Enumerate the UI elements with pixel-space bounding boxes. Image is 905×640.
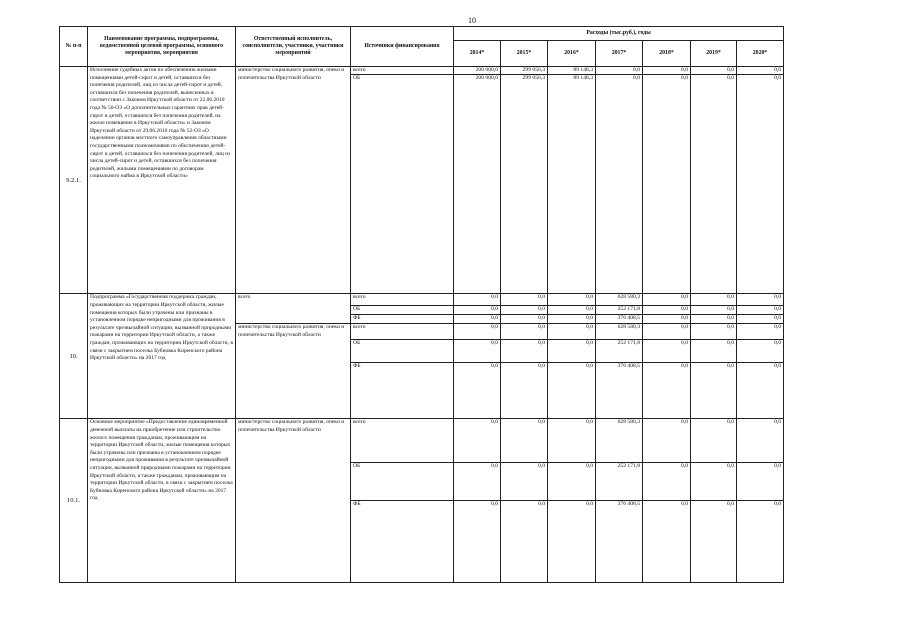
expense-value: 0,0 [501,315,548,324]
expense-value: 0,0 [501,463,548,501]
funding-source: ФБ [351,315,454,324]
row-number: 10.1. [60,419,88,583]
executor-name: всего [236,294,351,324]
expense-value: 0,0 [548,419,596,463]
header-funding-source: Источники финансирования [351,27,454,67]
table-row [60,419,784,463]
header-year: 2015* [501,41,548,67]
funding-source: всего [351,324,454,340]
funding-source: ОБ [351,340,454,363]
expense-value: 0,0 [691,501,737,583]
expense-value: 0,0 [737,315,784,324]
expense-value: 0,0 [737,363,784,419]
expense-value: 299 056,3 [501,67,548,75]
page-number: 10 [468,16,476,25]
expense-value: 0,0 [737,340,784,363]
expense-value: 0,0 [691,340,737,363]
expense-value: 0,0 [454,463,501,501]
expense-value: 0,0 [548,324,596,340]
expense-value: 0,0 [454,340,501,363]
expense-value: 252 171,8 [596,340,643,363]
funding-source: ОБ [351,306,454,315]
expense-value: 0,0 [691,324,737,340]
expense-value: 0,0 [596,75,643,294]
header-year: 2016* [548,41,596,67]
expense-value: 0,0 [596,67,643,75]
expense-value: 0,0 [691,294,737,306]
executor-name: министерство социального развития, опеки и попечительства Иркутской области [236,419,351,583]
expense-value: 0,0 [737,324,784,340]
expense-value: 0,0 [691,306,737,315]
expense-value: 376 408,5 [596,501,643,583]
expense-value: 0,0 [454,363,501,419]
program-name: Основное мероприятие «Предоставление единовременной денежной выплаты на приобретение или строительство жилого помещения гражданам, проживающим на территории Иркутской области, жилые помещения которых были утрачены или признаны в установленном порядке непригодными для проживания в результате чрезвычайной ситуации, вызванной природными пожарами на территории Иркутской области, а также гражданам, проживающим на территории Иркутской области, в связи с закрытием поселка Бубновка Киренского района Иркутской области» на 2017 год [88,419,236,583]
header-executor: Ответственный исполнитель, соисполнители, участники, участники мероприятий [236,27,351,67]
expense-value: 628 580,3 [596,324,643,340]
expense-value: 376 408,5 [596,315,643,324]
expense-value: 0,0 [691,315,737,324]
expense-value: 0,0 [737,463,784,501]
table-header [60,27,784,67]
expense-value: 0,0 [643,67,691,75]
expense-value: 0,0 [454,315,501,324]
expense-value: 0,0 [548,501,596,583]
expense-value: 0,0 [691,463,737,501]
expense-value: 252 171,8 [596,306,643,315]
header-num: № п-п [60,27,88,67]
executor-name: министерство социального развития, опеки и попечительства Иркутской области [236,324,351,419]
header-program-name: Наименование программы, подпрограммы, ведомственной целевой программы, основного мероприятия, мероприятия [88,27,236,67]
row-number: 9.2.1. [60,67,88,294]
expense-value: 628 580,3 [596,294,643,306]
program-expenses-table [59,26,784,583]
expense-value: 0,0 [737,75,784,294]
funding-source: ФБ [351,363,454,419]
table-body [60,67,784,583]
expense-value: 0,0 [737,306,784,315]
expense-value: 89 148,3 [548,67,596,75]
funding-source: всего [351,419,454,463]
expense-value: 376 408,5 [596,363,643,419]
table-row [60,67,784,75]
expense-value: 0,0 [691,419,737,463]
header-year: 2020* [737,41,784,67]
expense-value: 0,0 [643,75,691,294]
funding-source: ФБ [351,501,454,583]
funding-source: всего [351,67,454,75]
expense-value: 0,0 [643,306,691,315]
expense-value: 0,0 [548,315,596,324]
expense-value: 89 148,3 [548,75,596,294]
funding-source: всего [351,294,454,306]
header-year: 2018* [643,41,691,67]
expense-value: 0,0 [454,324,501,340]
expense-value: 252 171,8 [596,463,643,501]
expense-value: 0,0 [643,501,691,583]
expense-value: 0,0 [548,363,596,419]
expense-value: 0,0 [691,363,737,419]
expense-value: 0,0 [548,294,596,306]
header-year: 2014* [454,41,501,67]
row-number: 10. [60,294,88,419]
expense-value: 200 000,0 [454,67,501,75]
funding-source: ОБ [351,463,454,501]
expense-value: 0,0 [501,294,548,306]
expense-value: 0,0 [691,67,737,75]
expense-value: 0,0 [643,294,691,306]
expense-value: 0,0 [501,419,548,463]
expense-value: 0,0 [643,363,691,419]
expense-value: 0,0 [643,340,691,363]
expense-value: 0,0 [548,463,596,501]
expense-value: 0,0 [643,463,691,501]
expense-value: 0,0 [454,501,501,583]
expense-value: 0,0 [691,75,737,294]
table-row [60,294,784,306]
expense-value: 0,0 [454,306,501,315]
expense-value: 628 580,3 [596,419,643,463]
header-year: 2017* [596,41,643,67]
expense-value: 0,0 [548,340,596,363]
program-name: Исполнение судебных актов по обеспечению жилыми помещениями детей-сирот и детей, оставшихся без попечения родителей, лиц из числа детей-сирот и детей, оставшихся без попечения родителей, вынесенных в соответствии с Законом Иркутской области от 22.06.2010 года № 50-ОЗ «О дополнительных гарантиях прав детей-сирот и детей, оставшихся без попечения родителей, на жилое помещение в Иркутской области» и Законом Иркутской области от 29.06.2010 года № 52-ОЗ «О наделении органов местного самоуправления областными государственными полномочиями по обеспечению детей-сирот и детей, оставшихся без попечения родителей, лиц из числа детей-сирот и детей, оставшихся без попечения родителей, жилыми помещениями по договорам социального найма в Иркутской области» [88,67,236,294]
expense-value: 0,0 [501,501,548,583]
expense-value: 0,0 [501,363,548,419]
expense-value: 0,0 [643,315,691,324]
expense-value: 0,0 [454,294,501,306]
expense-value: 0,0 [737,419,784,463]
expense-value: 0,0 [643,419,691,463]
expense-value: 0,0 [501,340,548,363]
expense-value: 0,0 [737,67,784,75]
expense-value: 0,0 [501,306,548,315]
funding-source: ОБ [351,75,454,294]
header-year: 2019* [691,41,737,67]
expense-value: 200 000,0 [454,75,501,294]
expense-value: 0,0 [737,501,784,583]
program-name: Подпрограмма «Государственная поддержка граждан, проживающих на территории Иркутской области, жилые помещения которых были утрачены или признаны в установленном порядке непригодными для проживания в результате чрезвычайной ситуации, вызванной природными пожарами на территории Иркутской области, а также граждан, проживающих на территории Иркутской области, в связи с закрытием поселка Бубновка Киренского района Иркутской области» на 2017 год [88,294,236,419]
expense-value: 0,0 [548,306,596,315]
expense-value: 0,0 [643,324,691,340]
expense-value: 0,0 [454,419,501,463]
header-expenses: Расходы (тыс.руб.), годы [454,27,784,41]
expense-value: 0,0 [501,324,548,340]
expense-value: 299 056,3 [501,75,548,294]
executor-name: министерство социального развития, опеки и попечительства Иркутской области [236,67,351,294]
expense-value: 0,0 [737,294,784,306]
